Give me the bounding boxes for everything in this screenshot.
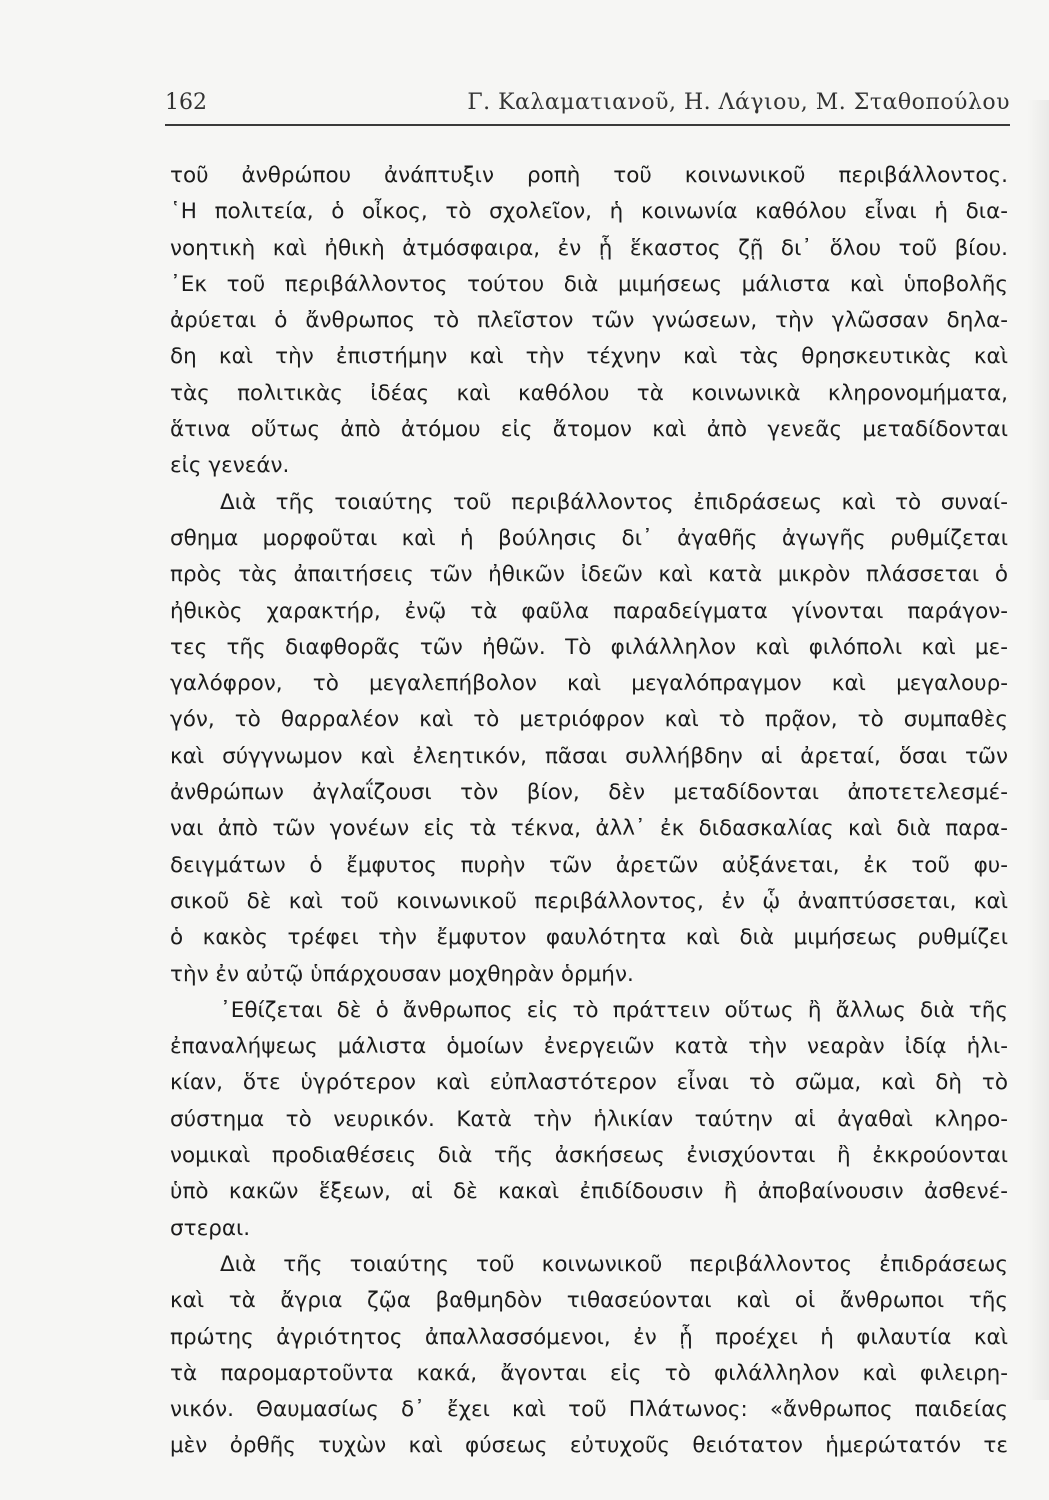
header-rule: [165, 124, 1010, 126]
text-line: νομικαὶ προδιαθέσεις διὰ τῆς ἀσκήσεως ἐνισχύονται ἢ ἐκκρούονται: [170, 1143, 1008, 1169]
text-line: ἅτινα οὕτως ἀπὸ ἀτόμου εἰς ἄτομον καὶ ἀπὸ γενεᾶς μεταδίδονται: [170, 417, 1008, 443]
text-line: σθημα μορφοῦται καὶ ἡ βούλησις δι᾽ ἀγαθῆς ἀγωγῆς ρυθμίζεται: [170, 525, 1008, 551]
text-line: σικοῦ δὲ καὶ τοῦ κοινωνικοῦ περιβάλλοντος, ἐν ᾧ ἀναπτύσσεται, καὶ: [170, 888, 1008, 914]
text-line: πρώτης ἀγριότητος ἀπαλλασσόμενοι, ἐν ᾗ προέχει ἡ φιλαυτία καὶ: [170, 1324, 1008, 1350]
text-line: κίαν, ὅτε ὑγρότερον καὶ εὐπλαστότερον εἶναι τὸ σῶμα, καὶ δὴ τὸ: [170, 1070, 1008, 1096]
text-line: πρὸς τὰς ἀπαιτήσεις τῶν ἠθικῶν ἰδεῶν καὶ κατὰ μικρὸν πλάσσεται ὁ: [170, 562, 1008, 588]
text-line: ἐπαναλήψεως μάλιστα ὁμοίων ἐνεργειῶν κατὰ τὴν νεαρὰν ἰδίᾳ ἡλι-: [170, 1034, 1008, 1060]
text-line: ἀνθρώπων ἀγλαΐζουσι τὸν βίον, δὲν μεταδίδονται ἀποτετελεσμέ-: [170, 780, 1008, 806]
running-head: Γ. Καλαματιανοῦ, Η. Λάγιου, Μ. Σταθοπούλου: [467, 90, 1010, 115]
text-line: ἠθικὸς χαρακτήρ, ἐνῷ τὰ φαῦλα παραδείγματα γίνονται παράγον-: [170, 598, 1008, 624]
text-line: δειγμάτων ὁ ἔμφυτος πυρὴν τῶν ἀρετῶν αὐξάνεται, ἐκ τοῦ φυ-: [170, 852, 1008, 878]
text-line: τοῦ ἀνθρώπου ἀνάπτυξιν ροπὴ τοῦ κοινωνικοῦ περιβάλλοντος.: [170, 163, 1008, 188]
page-number: 162: [165, 90, 207, 115]
text-line: τὰς πολιτικὰς ἰδέας καὶ καθόλου τὰ κοινωνικὰ κληρονομήματα,: [170, 380, 1008, 406]
text-line: ὁ κακὸς τρέφει τὴν ἔμφυτον φαυλότητα καὶ διὰ μιμήσεως ρυθμίζει: [170, 925, 1008, 951]
text-line: καὶ σύγγνωμον καὶ ἐλεητικόν, πᾶσαι συλλήβδην αἱ ἀρεταί, ὅσαι τῶν: [170, 743, 1008, 769]
text-line: μὲν ὀρθῆς τυχὼν καὶ φύσεως εὐτυχοῦς θειότατον ἡμερώτατόν τε: [170, 1433, 1008, 1459]
text-line: σύστημα τὸ νευρικόν. Κατὰ τὴν ἡλικίαν ταύτην αἱ ἀγαθαὶ κληρο-: [170, 1106, 1008, 1132]
text-line: Διὰ τῆς τοιαύτης τοῦ περιβάλλοντος ἐπιδράσεως καὶ τὸ συναί-: [220, 489, 1008, 515]
text-line: εἰς γενεάν.: [170, 453, 290, 479]
text-line: καὶ τὰ ἄγρια ζῷα βαθμηδὸν τιθασεύονται καὶ οἱ ἄνθρωποι τῆς: [170, 1288, 1008, 1314]
text-line: Διὰ τῆς τοιαύτης τοῦ κοινωνικοῦ περιβάλλοντος ἐπιδράσεως: [220, 1251, 1008, 1277]
text-line: ναι ἀπὸ τῶν γονέων εἰς τὰ τέκνα, ἀλλ᾽ ἐκ διδασκαλίας καὶ διὰ παρα-: [170, 816, 1008, 842]
text-line: νοητικὴ καὶ ἠθικὴ ἀτμόσφαιρα, ἐν ᾗ ἕκαστος ζῇ δι᾽ ὅλου τοῦ βίου.: [170, 235, 1008, 261]
body-text: [170, 158, 1008, 1465]
text-line: τὴν ἐν αὐτῷ ὑπάρχουσαν μοχθηρὰν ὁρμήν.: [170, 961, 634, 987]
text-line: τὰ παρομαρτοῦντα κακά, ἄγονται εἰς τὸ φιλάλληλον καὶ φιλειρη-: [170, 1360, 1008, 1386]
text-line: γόν, τὸ θαρραλέον καὶ τὸ μετριόφρον καὶ τὸ πρᾷον, τὸ συμπαθὲς: [170, 707, 1008, 733]
text-line: ἀρύεται ὁ ἄνθρωπος τὸ πλεῖστον τῶν γνώσεων, τὴν γλῶσσαν δηλα-: [170, 308, 1008, 334]
text-line: ὑπὸ κακῶν ἕξεων, αἱ δὲ κακαὶ ἐπιδίδουσιν ἢ ἀποβαίνουσιν ἀσθενέ-: [170, 1179, 1008, 1205]
text-line: ῾Η πολιτεία, ὁ οἶκος, τὸ σχολεῖον, ἡ κοινωνία καθόλου εἶναι ἡ δια-: [170, 199, 1008, 225]
text-line: γαλόφρον, τὸ μεγαλεπήβολον καὶ μεγαλόπραγμον καὶ μεγαλουρ-: [170, 671, 1008, 697]
text-line: νικόν. Θαυμασίως δ᾽ ἔχει καὶ τοῦ Πλάτωνος: «ἄνθρωπος παιδείας: [170, 1397, 1008, 1423]
text-line: τες τῆς διαφθορᾶς τῶν ἠθῶν. Τὸ φιλάλληλον καὶ φιλόπολι καὶ με-: [170, 634, 1008, 660]
text-line: ᾿Εθίζεται δὲ ὁ ἄνθρωπος εἰς τὸ πράττειν οὕτως ἢ ἄλλως διὰ τῆς: [220, 997, 1008, 1023]
text-line: δη καὶ τὴν ἐπιστήμην καὶ τὴν τέχνην καὶ τὰς θρησκευτικὰς καὶ: [170, 344, 1008, 370]
page-edge-shadow: [1027, 100, 1049, 1400]
text-line: ᾿Εκ τοῦ περιβάλλοντος τούτου διὰ μιμήσεως μάλιστα καὶ ὑποβολῆς: [170, 271, 1008, 297]
page-header: [165, 86, 1010, 126]
text-line: στεραι.: [170, 1215, 251, 1241]
